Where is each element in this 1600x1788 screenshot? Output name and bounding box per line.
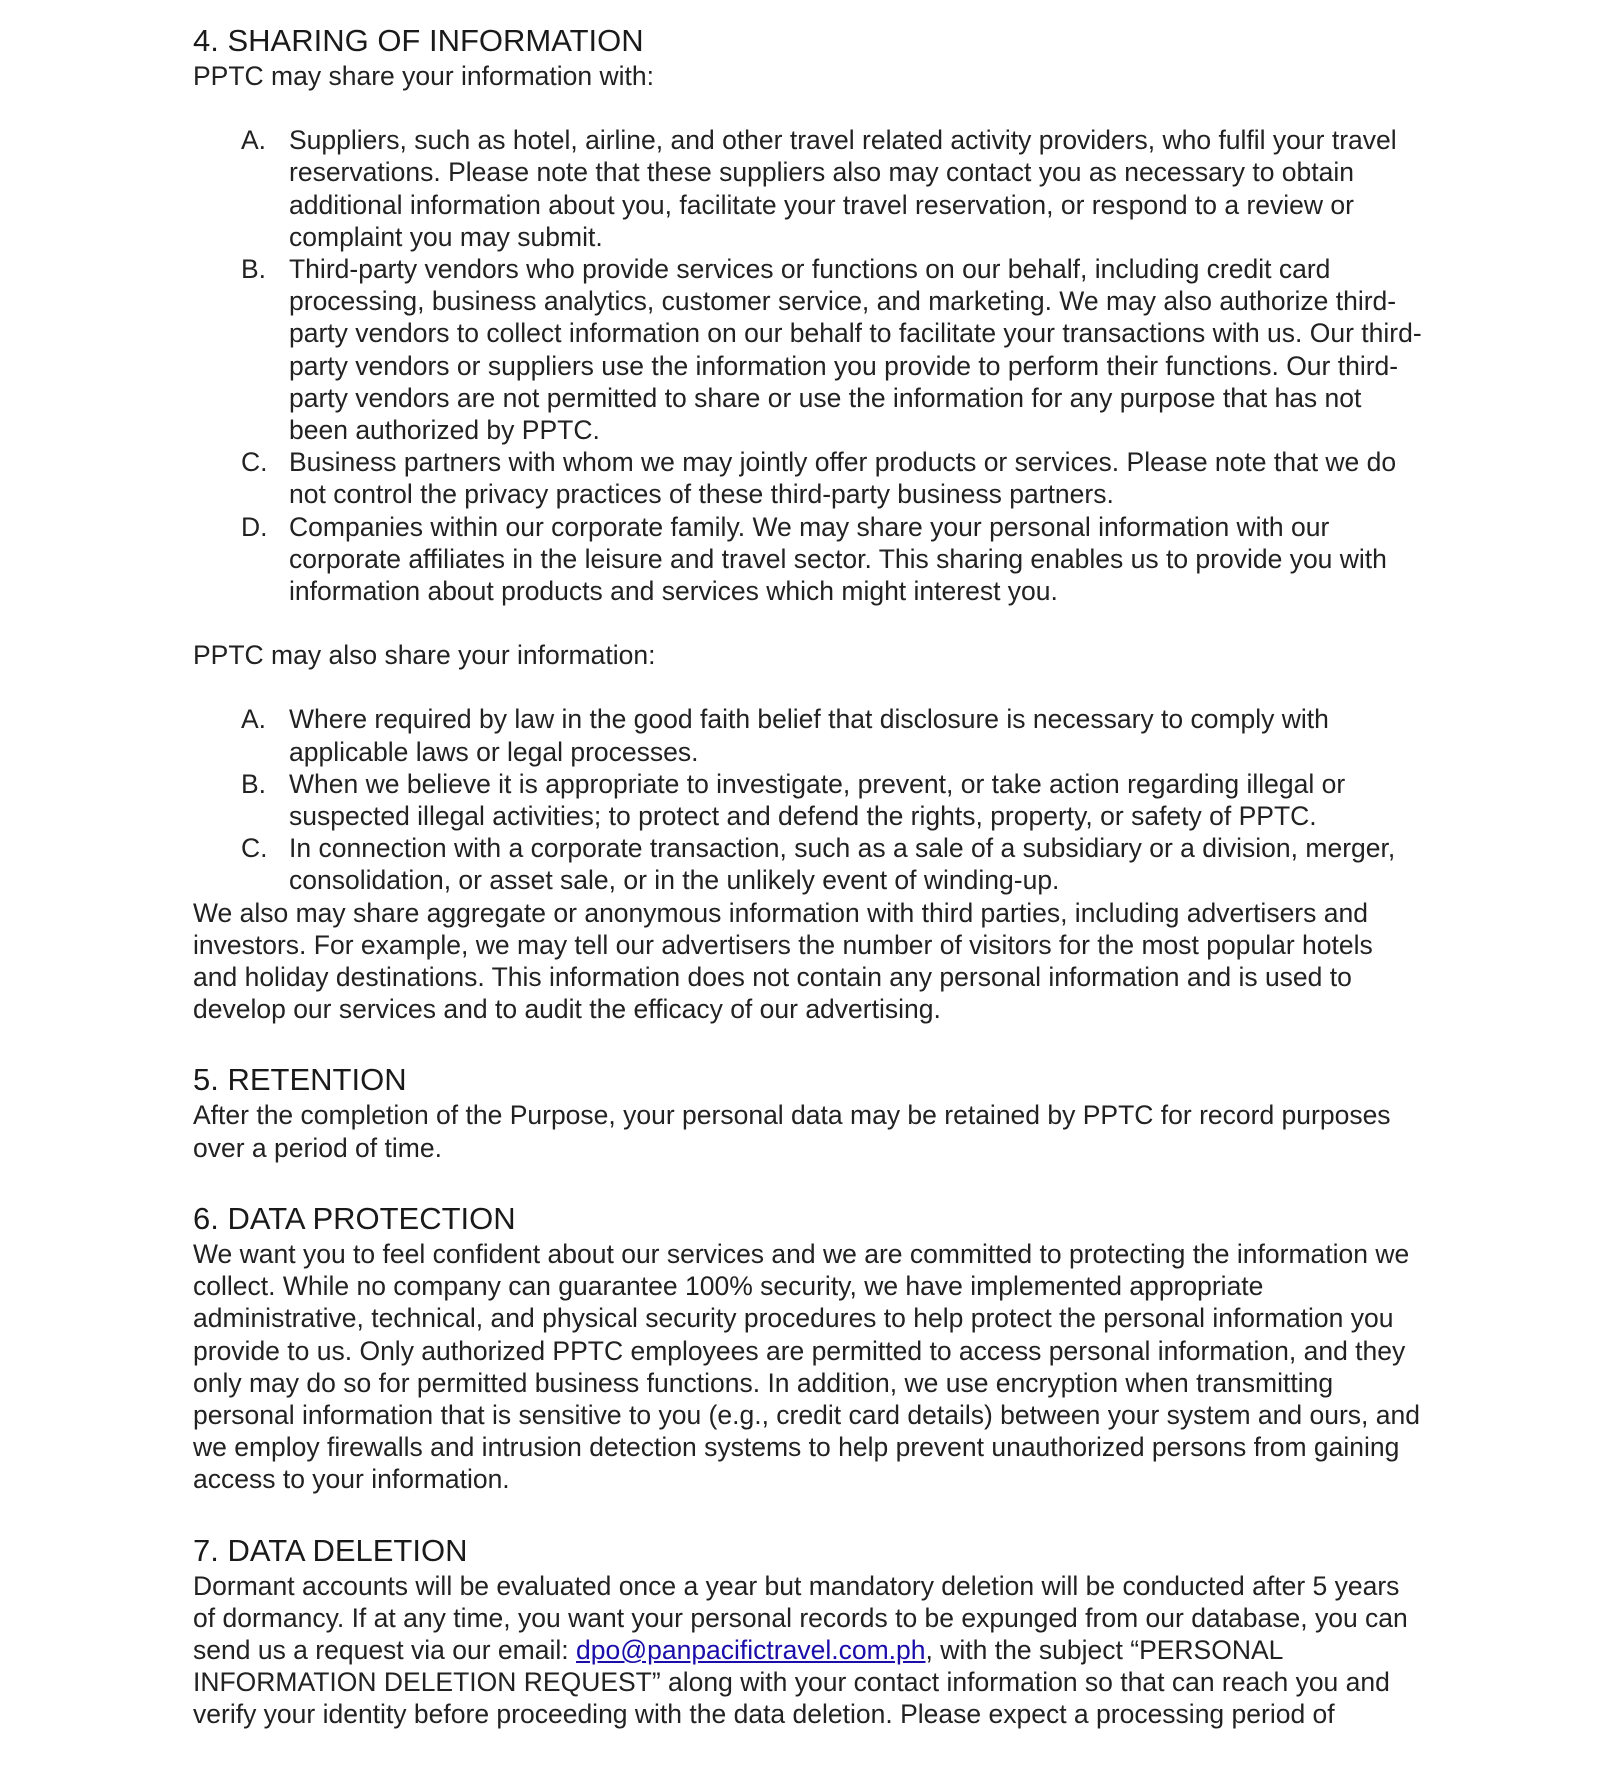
list-item bbox=[193, 832, 1423, 896]
sharing-list bbox=[193, 124, 1423, 607]
list-item-text: Third-party vendors who provide services or functions on our behalf, including credit card processing, business analytics, customer service, and marketing. We may also authorize third-party vendors to collect information on our behalf to facilitate your transactions with us. Our third-party vendors or suppliers use the information you provide to perform their functions. Our third-party vendors are not permitted to share or use the information for any purpose that has not been authorized by PPTC. bbox=[289, 254, 1422, 446]
list-item-text: When we believe it is appropriate to investigate, prevent, or take action regarding illegal or suspected illegal activities; to protect and defend the rights, property, or safety of PPTC. bbox=[289, 768, 1346, 832]
list-item-text: Companies within our corporate family. We may share your personal information with our corporate affiliates in the leisure and travel sector. This sharing enables us to provide you with information about products and services which might interest you. bbox=[289, 511, 1387, 607]
spacer bbox=[193, 92, 1423, 124]
list-marker: C. bbox=[241, 447, 268, 478]
list-marker: B. bbox=[241, 768, 267, 799]
protection-body: We want you to feel confident about our services and we are committed to protecting the information we collect. While no company can guarantee 100% security, we have implemented appropriate administrative, technical, and physical security procedures to help protect the personal information you provide to us. Only authorized PPTC employees are permitted to access personal information, and they only may do so for permitted business functions. In addition, we use encryption when transmitting personal information that is sensitive to you (e.g., credit card details) between your system and ours, and we employ firewalls and intrusion detection systems to help prevent unauthorized persons from gaining access to your information. bbox=[193, 1238, 1420, 1495]
sharing-list-2 bbox=[193, 703, 1423, 896]
document-page bbox=[193, 22, 1423, 1731]
list-item-text: Suppliers, such as hotel, airline, and other travel related activity providers, who fulfil your travel reservations. Please note that these suppliers also may contact you as necessary to obtain additional information about you, facilitate your travel reservation, or respond to a review or complaint you may submit. bbox=[289, 125, 1397, 252]
list-item bbox=[193, 703, 1423, 767]
spacer bbox=[193, 607, 1423, 639]
list-marker: B. bbox=[241, 254, 267, 285]
list-item-text: Where required by law in the good faith belief that disclosure is necessary to comply with applicable laws or legal processes. bbox=[289, 704, 1329, 767]
list-item-text: In connection with a corporate transaction, such as a sale of a subsidiary or a division, merger, consolidation, or asset sale, or in the unlikely event of winding-up. bbox=[289, 833, 1396, 896]
deletion-body-start: Dormant accounts will be evaluated once a year but mandatory deletion will be conducted after 5 years of dormancy. If at any time, you want your personal records to be expunged from our database, you can send us a request via our email: bbox=[193, 1570, 1408, 1665]
list-item-text: Business partners with whom we may jointly offer products or services. Please note that we do not control the privacy practices of these third-party business partners. bbox=[289, 447, 1397, 510]
retention-body: After the completion of the Purpose, your personal data may be retained by PPTC for record purposes over a period of time. bbox=[193, 1100, 1391, 1163]
spacer bbox=[193, 1496, 1423, 1532]
section-heading-sharing: 4. SHARING OF INFORMATION bbox=[193, 23, 644, 58]
list-marker: A. bbox=[241, 704, 267, 735]
section-heading-retention: 5. RETENTION bbox=[193, 1062, 407, 1098]
list-marker: C. bbox=[241, 833, 268, 864]
spacer bbox=[193, 1164, 1423, 1200]
list-item bbox=[193, 446, 1423, 510]
sharing-closing: We also may share aggregate or anonymous information with third parties, including advertisers and investors. For example, we may tell our advertisers the number of visitors for the most popular hotels and holiday destinations. This information does not contain any personal information and is used to develop our services and to audit the efficacy of our advertising. bbox=[193, 897, 1373, 1025]
email-link[interactable]: dpo@panpacifictravel.com.ph bbox=[575, 1634, 926, 1665]
sharing-intro: PPTC may share your information with: bbox=[193, 61, 654, 91]
list-item bbox=[193, 768, 1423, 832]
section-heading-deletion: 7. DATA DELETION bbox=[193, 1532, 468, 1568]
list-item bbox=[193, 511, 1423, 608]
list-marker: A. bbox=[241, 125, 267, 156]
spacer bbox=[193, 1025, 1423, 1061]
section-heading-protection: 6. DATA PROTECTION bbox=[193, 1200, 516, 1236]
spacer bbox=[193, 671, 1423, 703]
deletion-body bbox=[193, 1570, 1423, 1731]
list-marker: D. bbox=[241, 511, 268, 542]
list-item bbox=[193, 124, 1423, 253]
list-item bbox=[193, 253, 1423, 446]
sharing-intro-2: PPTC may also share your information: bbox=[193, 640, 656, 671]
deletion-body-end: , with the subject “PERSONAL INFORMATION DELETION REQUEST” along with your contact information so that can reach you and verify your identity before proceeding with the data deletion. Please expect a processing period of bbox=[193, 1634, 1390, 1730]
